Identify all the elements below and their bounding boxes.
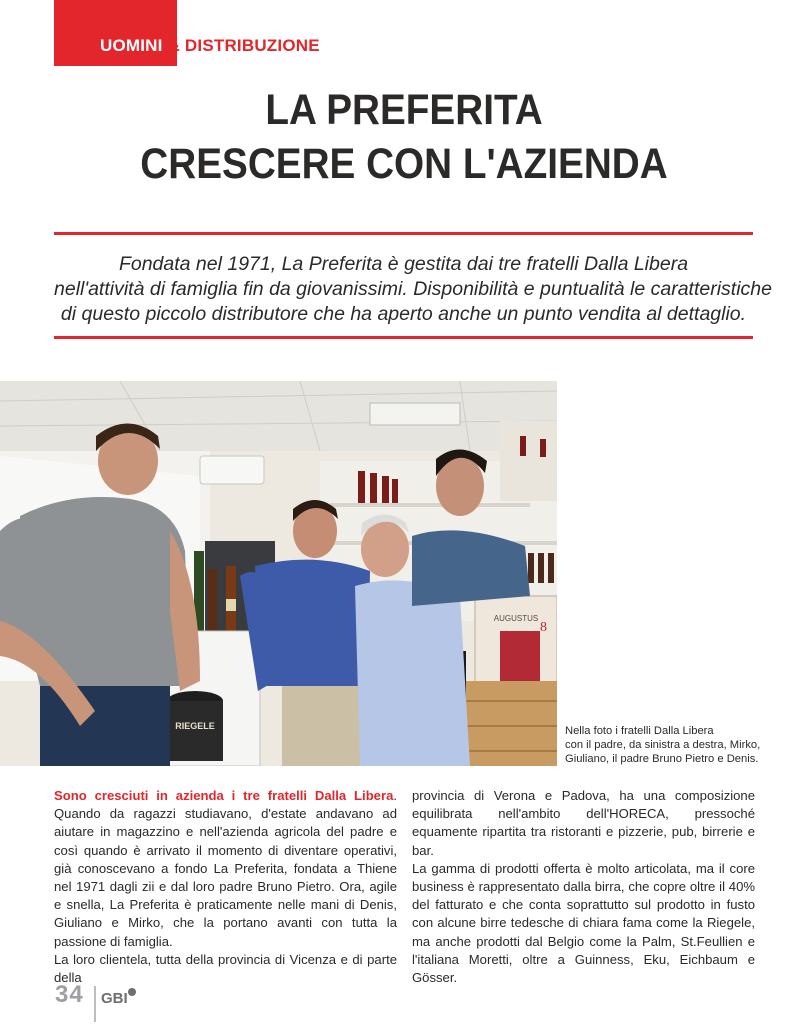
body-column-right — [412, 787, 755, 987]
caption-line: Giuliano, il padre Bruno Pietro e Denis. — [565, 753, 759, 765]
gbi-logo — [98, 983, 138, 1009]
lead-line: Fondata nel 1971, La Preferita è gestita dai tre fratelli Dalla Libera — [118, 253, 689, 275]
body-paragraph — [54, 787, 397, 951]
photo-caption — [565, 724, 805, 766]
section-label — [100, 36, 320, 56]
body-text: . Quando da ragazzi studiavano, d'estate andavano ad aiutare in magazzino e nell'azienda agricola del padre e così quando è arrivato il momento di diventare operativi, già conoscevano a fondo La Preferita, fondata a Thiene nel 1971 dagli zii e dal loro padre Bruno Pietro. Ora, agile e snella, La Preferita è praticamente nelle mani di Denis, Giuliano e Mirko, che la portano avanti con tutta la passione di famiglia. — [54, 788, 397, 949]
page-number: 34 — [55, 981, 84, 1008]
gift-box-label: AUGUSTUS — [493, 614, 539, 623]
body-column-left — [54, 787, 397, 987]
section-label-part1: UOMINI — [100, 36, 163, 55]
team-photo-illustration — [0, 381, 557, 766]
lead-paragraph — [54, 252, 772, 327]
lead-bottom-rule — [54, 336, 753, 339]
headline-line-2: CRESCERE CON L'AZIENDA — [140, 140, 668, 188]
gift-box-number: 8 — [540, 620, 547, 635]
gbi-logo-text: GBI — [101, 990, 128, 1007]
body-paragraph: La loro clientela, tutta della provincia di Vicenza e di parte della — [54, 951, 397, 986]
body-lead-in: Sono cresciuti in azienda i tre fratelli Dalla Libera — [54, 788, 394, 803]
body-paragraph: provincia di Verona e Padova, ha una composizione equilibrata nell'ambito dell'HORECA, pressoché equamente ripartita tra ristoranti e pizzerie, pub, birrerie e bar. — [412, 788, 755, 858]
section-label-part2: & DISTRIBUZIONE — [167, 36, 320, 55]
lead-line: nell'attività di famiglia fin da giovanissimi. Disponibilità e puntualità le caratteristiche — [54, 278, 772, 300]
section-tag-block — [54, 0, 177, 66]
lead-top-rule — [54, 232, 753, 235]
lead-line: di questo piccolo distributore che ha aperto anche un punto vendita al dettaglio. — [60, 303, 747, 325]
headline-line-1: LA PREFERITA — [265, 86, 543, 134]
keg-label: RIEGELE — [175, 721, 215, 731]
team-photo — [0, 381, 557, 766]
caption-line: Nella foto i fratelli Dalla Libera — [565, 725, 714, 737]
caption-line: con il padre, da sinistra a destra, Mirko, — [565, 739, 761, 751]
footer-divider — [94, 986, 96, 1022]
body-paragraph: La gamma di prodotti offerta è molto articolata, ma il core business è rappresentato dalla birra, che copre oltre il 40% del fatturato e che conta soprattutto sul prodotto in fusto con alcune birre tedesche di chiara fama come la Riegele, ma anche prodotti dal Belgio come la Palm, St.Feullien e l'italiana Moretti, oltre a Guinness, Eku, Eichbaum e Gösser. — [412, 860, 755, 986]
